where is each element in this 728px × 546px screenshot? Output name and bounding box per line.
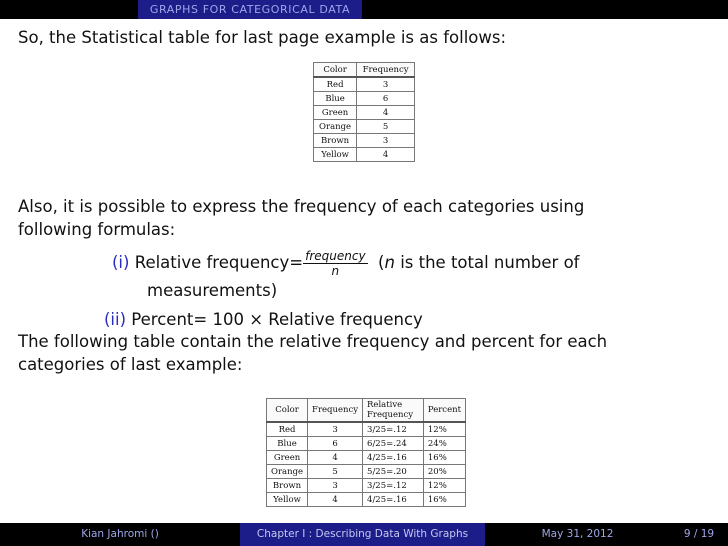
table-row — [267, 437, 466, 451]
item-number: (i) — [112, 253, 130, 272]
table-cell: 3 — [308, 422, 363, 437]
table-cell: 4 — [357, 148, 415, 162]
frequency-table — [313, 62, 415, 162]
table-cell: 6 — [308, 437, 363, 451]
paren-open: ( — [378, 253, 385, 272]
table-cell: Brown — [267, 479, 308, 493]
table-cell: Red — [267, 422, 308, 437]
table-cell: 5 — [357, 120, 415, 134]
table-header-row — [267, 399, 466, 423]
table-header-row — [314, 63, 415, 78]
formula-label: Relative frequency= — [134, 253, 304, 272]
paragraph-line: The following table contain the relative frequency and percent for each — [18, 332, 608, 351]
paragraph-line: categories of last example: — [18, 355, 243, 374]
table-cell: 4/25=.16 — [363, 493, 424, 507]
table-cell: Brown — [314, 134, 357, 148]
table-cell: Red — [314, 77, 357, 92]
table-cell: 6 — [357, 92, 415, 106]
table-cell: 20% — [423, 465, 465, 479]
table-row — [314, 77, 415, 92]
table-cell: 3 — [357, 77, 415, 92]
table-cell: 3/25=.12 — [363, 479, 424, 493]
table-cell: Yellow — [314, 148, 357, 162]
table-cell: 5/25=.20 — [363, 465, 424, 479]
table-header-cell: Frequency — [308, 399, 363, 423]
fraction-denominator: n — [331, 264, 340, 278]
paragraph-line: following formulas: — [18, 220, 176, 239]
formula-continuation: measurements) — [147, 281, 278, 300]
table-row — [314, 120, 415, 134]
table-cell: 3 — [308, 479, 363, 493]
table-cell: Yellow — [267, 493, 308, 507]
table-cell: 12% — [423, 479, 465, 493]
table-cell: 5 — [308, 465, 363, 479]
table-row — [314, 106, 415, 120]
table-header-cell: Percent — [423, 399, 465, 423]
item-number: (ii) — [104, 310, 127, 329]
table-row — [267, 479, 466, 493]
table-cell: 12% — [423, 422, 465, 437]
table-cell: Green — [267, 451, 308, 465]
table-cell: 4 — [357, 106, 415, 120]
table-cell: Blue — [314, 92, 357, 106]
relative-frequency-table — [266, 398, 466, 507]
table-row — [314, 134, 415, 148]
table-cell: 16% — [423, 451, 465, 465]
table-cell: Blue — [267, 437, 308, 451]
table-header-cell: Relative Frequency — [363, 399, 424, 423]
table-cell: 6/25=.24 — [363, 437, 424, 451]
table-cell: Orange — [314, 120, 357, 134]
table-cell: Orange — [267, 465, 308, 479]
table-row — [267, 493, 466, 507]
formula-item-1 — [112, 249, 579, 278]
top-navigation-bar — [0, 0, 728, 19]
fraction-numerator: frequency — [305, 249, 366, 263]
table-header-cell: Color — [314, 63, 357, 78]
table-row — [314, 148, 415, 162]
table-header-cell: Frequency — [357, 63, 415, 78]
table-row — [314, 92, 415, 106]
table-cell: 16% — [423, 493, 465, 507]
variable-n: n — [384, 253, 395, 272]
footer-chapter[interactable]: Chapter I : Describing Data With Graphs — [240, 523, 485, 546]
footer-date: May 31, 2012 — [541, 528, 614, 540]
table-cell: 3 — [357, 134, 415, 148]
paragraph-line: Also, it is possible to express the frequency of each categories using — [18, 197, 585, 216]
formula-note: is the total number of — [394, 253, 580, 272]
fraction — [303, 249, 367, 278]
footer-page-number: 9 / 19 — [683, 528, 715, 540]
table-cell: 4 — [308, 451, 363, 465]
table-row — [267, 422, 466, 437]
table-row — [267, 451, 466, 465]
footer-author[interactable]: Kian Jahromi () — [81, 528, 159, 540]
formula-label: Percent= 100 × Relative frequency — [131, 310, 423, 329]
table-cell: 4/25=.16 — [363, 451, 424, 465]
table-cell: 24% — [423, 437, 465, 451]
table-row — [267, 465, 466, 479]
intro-text: So, the Statistical table for last page example is as follows: — [18, 28, 507, 47]
section-title[interactable]: GRAPHS FOR CATEGORICAL DATA — [138, 0, 362, 19]
table-cell: 3/25=.12 — [363, 422, 424, 437]
table-header-cell: Color — [267, 399, 308, 423]
footer-bar — [0, 523, 728, 546]
table-cell: 4 — [308, 493, 363, 507]
formula-item-2 — [104, 309, 423, 331]
table-cell: Green — [314, 106, 357, 120]
